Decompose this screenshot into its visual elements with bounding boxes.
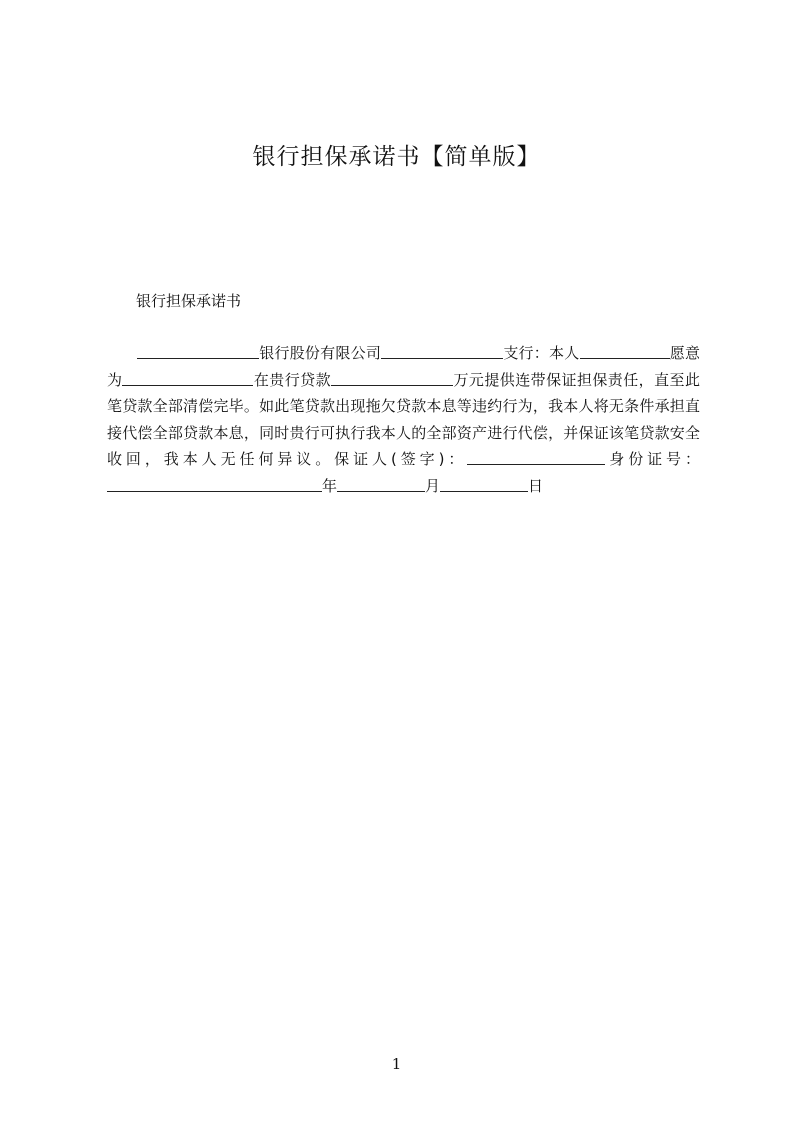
body-segment: 日 — [528, 476, 544, 495]
principal-name-blank — [580, 343, 670, 359]
guarantee-body — [107, 340, 700, 499]
id-number-blank — [107, 476, 322, 492]
body-segment: 愿意为 — [107, 344, 700, 389]
borrower-name-blank — [122, 370, 253, 386]
body-segment: 在贵行贷款 — [253, 370, 332, 389]
body-segment: 银行股份有限公司 — [259, 344, 382, 362]
month-blank — [337, 476, 425, 492]
bank-name-blank — [137, 343, 259, 359]
body-segment: 支行：本人 — [503, 344, 580, 362]
branch-name-blank — [381, 343, 503, 359]
body-segment: 万元提供连带保证担保责任，直至此笔贷款全部清偿完毕。如此笔贷款出现拖欠贷款本息等违约行为，我本人将无条件承担直接代偿全部贷款本息，同时贵行可执行我本人的全部资产进行代偿，并保证该笔贷款安全收回，我本人无任何异议。保证人(签字)： — [107, 370, 700, 468]
signature-blank — [467, 449, 605, 465]
page-number: 1 — [391, 1055, 402, 1073]
day-blank — [440, 476, 528, 492]
body-segment: 月 — [425, 476, 441, 495]
body-segment: 身份证号： — [605, 450, 700, 468]
document-title: 银行担保承诺书【简单版】 — [252, 144, 541, 170]
loan-amount-blank — [331, 370, 453, 386]
body-segment: 年 — [322, 476, 338, 495]
document-subtitle: 银行担保承诺书 — [136, 292, 242, 310]
